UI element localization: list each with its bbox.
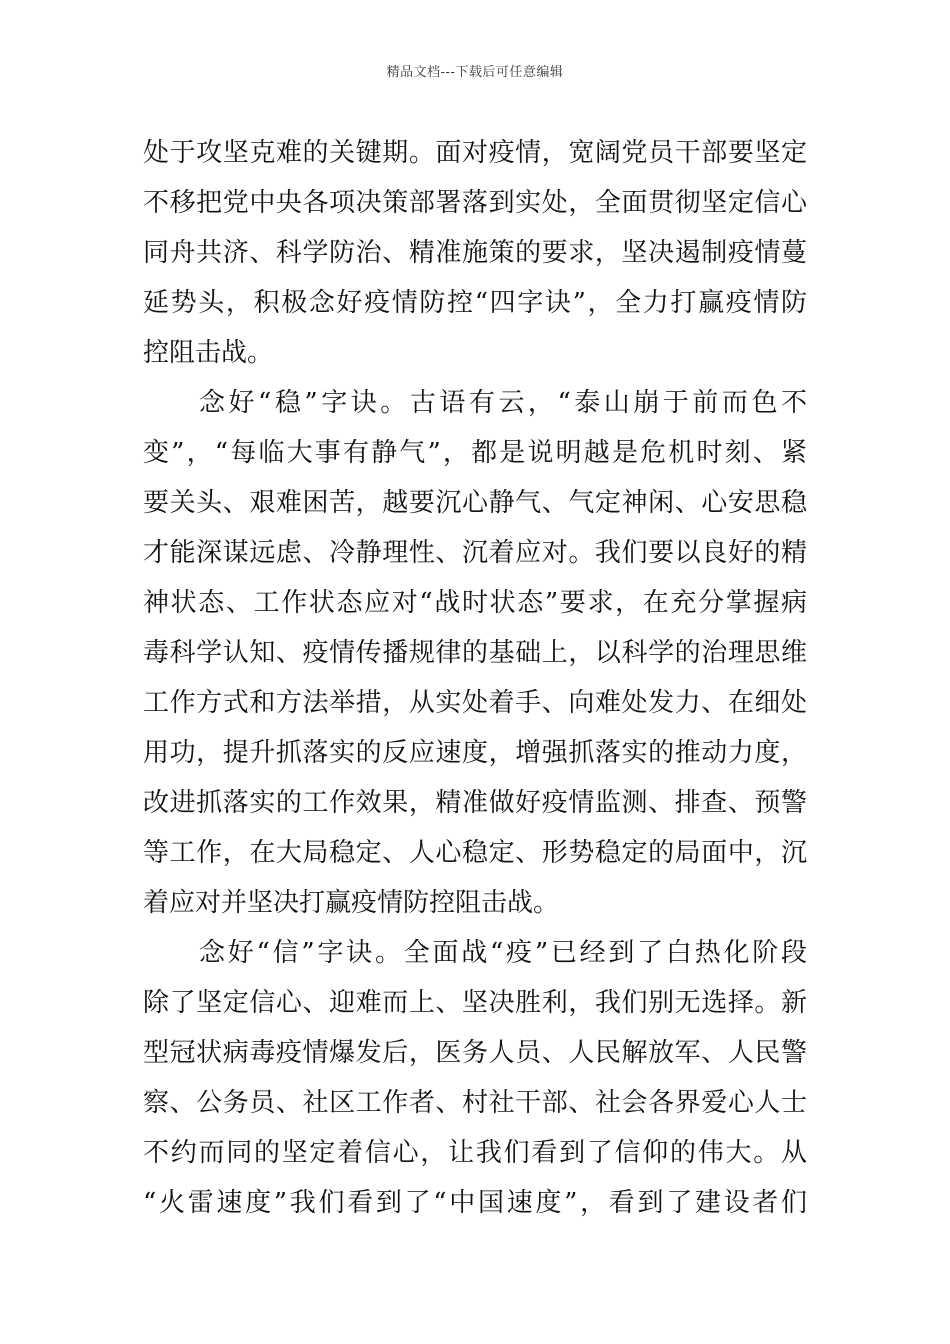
text-line: 除了坚定信心、迎难而上、坚决胜利，我们别无选择。新: [143, 988, 807, 1018]
page-header: 精品文档---下载后可任意编辑: [386, 65, 564, 80]
text-line: 处于攻坚克难的关键期。面对疫情，宽阔党员干部要坚定: [143, 138, 807, 168]
text-line: 型冠状病毒疫情爆发后，医务人员、人民解放军、人民警: [143, 1038, 807, 1068]
text-line: 延势头，积极念好疫情防控“四字诀”，全力打赢疫情防: [143, 288, 807, 318]
text-line: “火雷速度”我们看到了“中国速度”，看到了建设者们: [143, 1188, 807, 1218]
text-line: 改进抓落实的工作效果，精准做好疫情监测、排查、预警: [143, 788, 807, 818]
text-line: 察、公务员、社区工作者、村社干部、社会各界爱心人士: [143, 1088, 807, 1118]
text-line: 控阻击战。: [143, 338, 274, 368]
text-line: 变”，“每临大事有静气”，都是说明越是危机时刻、紧: [143, 438, 807, 468]
paragraph-3: [143, 928, 807, 1228]
text-line: 要关头、艰难困苦，越要沉心静气、气定神闲、心安思稳: [143, 488, 807, 518]
text-line: 着应对并坚决打赢疫情防控阻击战。: [143, 888, 560, 918]
text-line: 毒科学认知、疫情传播规律的基础上，以科学的治理思维: [143, 638, 807, 668]
document-body: [143, 128, 807, 1228]
text-line: 念好“稳”字诀。古语有云，“泰山崩于前而色不: [199, 388, 807, 418]
text-line: 工作方式和方法举措，从实处着手、向难处发力、在细处: [143, 688, 807, 718]
paragraph-2: [143, 378, 807, 928]
text-line: 神状态、工作状态应对“战时状态”要求，在充分掌握病: [143, 588, 807, 618]
text-line: 同舟共济、科学防治、精准施策的要求，坚决遏制疫情蔓: [143, 238, 807, 268]
text-line: 念好“信”字诀。全面战“疫”已经到了白热化阶段: [199, 938, 807, 968]
text-line: 才能深谋远虑、冷静理性、沉着应对。我们要以良好的精: [143, 538, 807, 568]
text-line: 不约而同的坚定着信心，让我们看到了信仰的伟大。从: [143, 1138, 807, 1168]
paragraph-1: [143, 128, 807, 378]
text-line: 不移把党中央各项决策部署落到实处，全面贯彻坚定信心: [143, 188, 807, 218]
text-line: 等工作，在大局稳定、人心稳定、形势稳定的局面中，沉: [143, 838, 807, 868]
text-line: 用功，提升抓落实的反应速度，增强抓落实的推动力度，: [143, 738, 807, 768]
